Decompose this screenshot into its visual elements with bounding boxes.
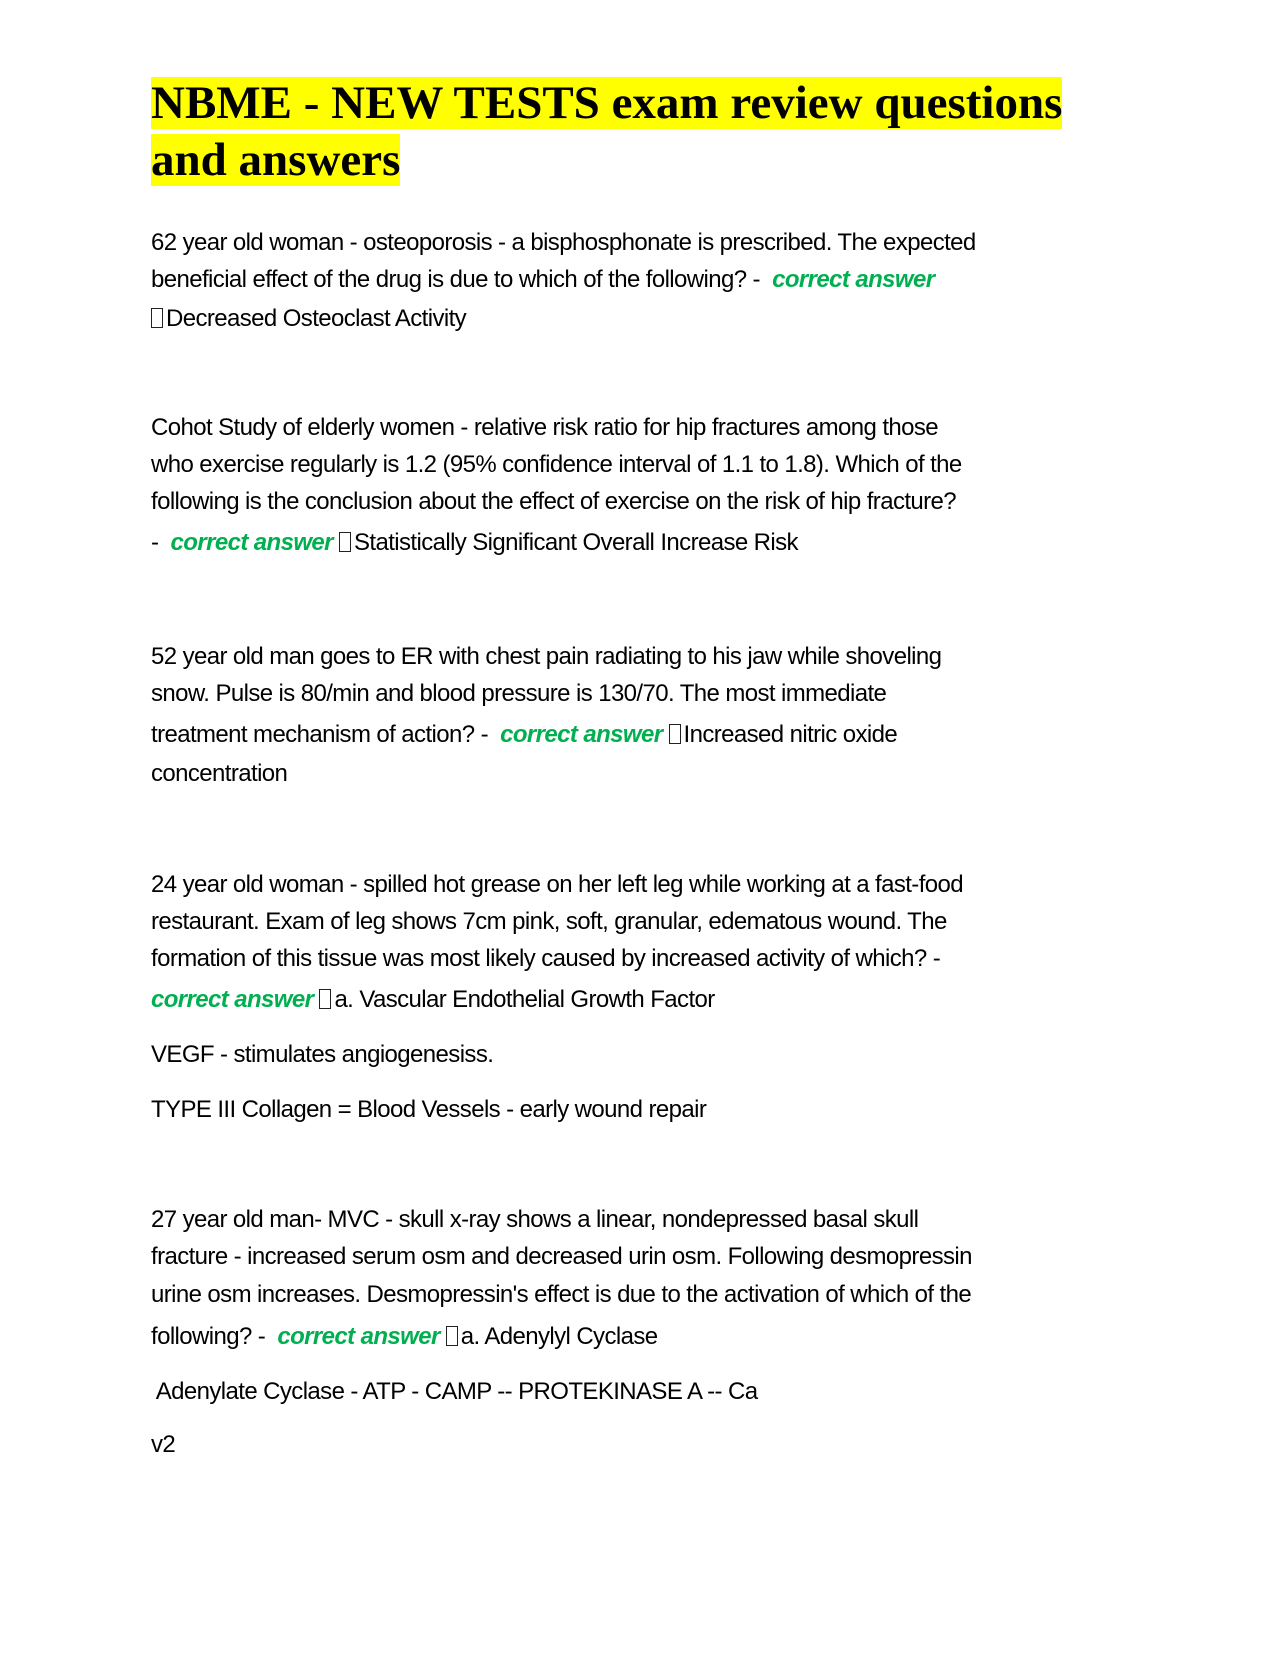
correct-answer-label: correct answer [772,266,935,293]
question-text: - [151,529,171,556]
question-text: treatment mechanism of action? - [151,721,501,748]
missing-glyph-box-icon [669,724,681,744]
question-text-line: snow. Pulse is 80/min and blood pressure is 130/70. The most immediate [151,680,887,707]
correct-answer-label: correct answer [151,986,314,1013]
missing-glyph-box-icon [446,1326,458,1346]
answer-text: a. Adenylyl Cyclase [460,1323,658,1350]
page-title [151,75,1131,189]
correct-answer-label: correct answer [170,529,333,556]
note-line: Adenylate Cyclase - ATP - CAMP -- PROTEKINASE A -- Ca [151,1378,758,1405]
question-text: beneficial effect of the drug is due to which of the following? - [151,266,773,293]
correct-answer-label: correct answer [500,721,663,748]
answer-line [151,1323,657,1351]
question-text-line: 52 year old man goes to ER with chest pain radiating to his jaw while shoveling [151,643,942,670]
title-line-2: and answers [151,134,401,186]
question-text-line [151,266,934,294]
note-line: v2 [151,1431,176,1458]
question-text-line: Cohot Study of elderly women - relative risk ratio for hip fractures among those [151,414,939,441]
question-text-line: 24 year old woman - spilled hot grease on her left leg while working at a fast-food [151,871,964,898]
answer-line [151,529,798,557]
question-text-line: fracture - increased serum osm and decreased urin osm. Following desmopressin [151,1243,972,1270]
question-text-line: formation of this tissue was most likely caused by increased activity of which? - [151,945,941,972]
note-line: TYPE III Collagen = Blood Vessels - early wound repair [151,1096,707,1123]
missing-glyph-box-icon [151,308,163,328]
question-text: following? - [151,1323,278,1350]
answer-continuation: concentration [151,760,288,787]
correct-answer-label: correct answer [277,1323,440,1350]
question-text-line: who exercise regularly is 1.2 (95% confidence interval of 1.1 to 1.8). Which of the [151,451,962,478]
question-text-line: restaurant. Exam of leg shows 7cm pink, soft, granular, edematous wound. The [151,908,947,935]
answer-text: Statistically Significant Overall Increase Risk [353,529,798,556]
question-text-line: 62 year old woman - osteoporosis - a bisphosphonate is prescribed. The expected [151,229,976,256]
answer-line [151,986,715,1014]
question-text-line: urine osm increases. Desmopressin's effect is due to the activation of which of the [151,1281,972,1308]
question-text-line: 27 year old man- MVC - skull x-ray shows a linear, nondepressed basal skull [151,1206,919,1233]
title-line-1: NBME - NEW TESTS exam review questions [151,77,1063,129]
answer-text: Increased nitric oxide [683,721,898,748]
missing-glyph-box-icon [339,532,351,552]
question-text-line: following is the conclusion about the effect of exercise on the risk of hip fracture? [151,488,957,515]
answer-text: a. Vascular Endothelial Growth Factor [334,986,715,1013]
answer-line [151,305,466,333]
answer-line [151,721,897,749]
missing-glyph-box-icon [319,989,331,1009]
answer-text: Decreased Osteoclast Activity [166,305,467,332]
note-line: VEGF - stimulates angiogenesiss. [151,1041,494,1068]
